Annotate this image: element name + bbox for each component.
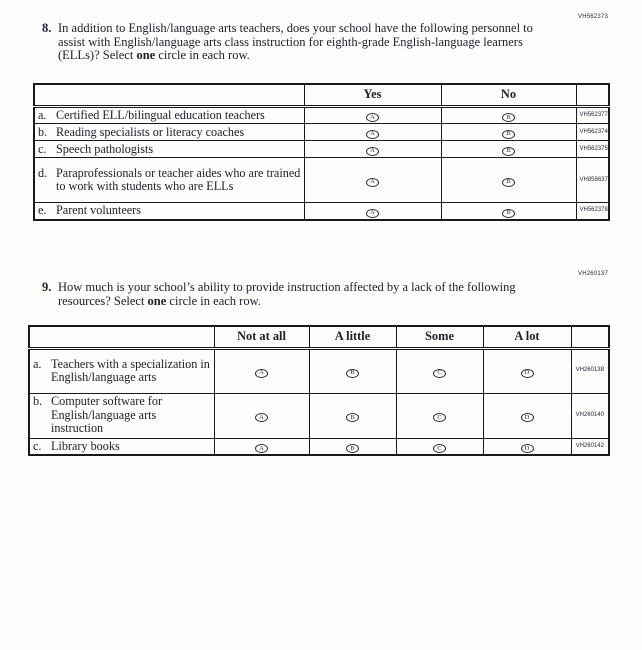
circle-yes[interactable]	[366, 178, 379, 187]
question9-number: 9.	[42, 280, 52, 294]
q9-header-a-little: A little	[309, 326, 396, 348]
q9-header-not-at-all: Not at all	[214, 326, 309, 348]
circle-letter: B	[506, 113, 511, 121]
row-letter: b.	[33, 394, 43, 409]
question8-text-bold: one	[136, 48, 156, 62]
table-row	[34, 141, 609, 158]
code-cell: VH562374	[576, 124, 609, 141]
table-row	[29, 348, 609, 393]
circle-some[interactable]	[433, 413, 446, 422]
question8-code: VH562373	[578, 14, 608, 20]
circle-letter: A	[370, 147, 375, 155]
code-cell: VH562377	[576, 106, 609, 124]
row-letter: c.	[38, 141, 47, 156]
table-row	[34, 158, 609, 203]
answer-cell	[304, 203, 441, 220]
row-label	[34, 158, 304, 203]
answer-cell	[483, 438, 571, 455]
code-cell: VH858637	[576, 158, 609, 203]
circle-letter: D	[524, 444, 530, 452]
answer-cell	[309, 393, 396, 438]
circle-letter: B	[506, 147, 511, 155]
circle-letter: A	[370, 130, 375, 138]
row-letter: c.	[33, 438, 42, 453]
question9-text-end: circle in each row.	[166, 293, 261, 308]
row-text: Library books	[51, 438, 120, 453]
row-label	[34, 124, 304, 141]
question8	[42, 22, 544, 63]
row-letter: a.	[38, 107, 47, 122]
circle-yes[interactable]	[366, 147, 379, 156]
answer-cell	[214, 438, 309, 455]
question9-text-bold: one	[147, 293, 167, 308]
answer-cell	[396, 348, 483, 393]
q8-header-no: No	[441, 84, 576, 106]
circle-no[interactable]	[502, 209, 515, 218]
answer-cell	[304, 141, 441, 158]
circle-letter: B	[350, 444, 355, 452]
answer-cell	[214, 348, 309, 393]
q8-header-blank	[34, 84, 304, 106]
circle-letter: A	[259, 444, 264, 452]
row-label	[34, 141, 304, 158]
code-cell: VH260142	[571, 438, 609, 455]
circle-some[interactable]	[433, 444, 446, 453]
circle-letter: D	[524, 413, 530, 421]
circle-some[interactable]	[433, 369, 446, 378]
row-text: Computer software for English/language arts instruction	[51, 394, 163, 436]
circle-not-at-all[interactable]	[255, 413, 268, 422]
question9-text-start: How much is your school’s ability to provide instruction affected by a lack of the following resources? Select	[58, 280, 516, 308]
row-letter: d.	[38, 165, 48, 180]
row-label	[34, 203, 304, 220]
circle-letter: C	[437, 444, 442, 452]
circle-letter: C	[437, 369, 442, 377]
code-cell: VH260140	[571, 393, 609, 438]
circle-letter: A	[370, 113, 375, 121]
question8-text-start: In addition to English/language arts teachers, does your school have the following personnel to assist with English/language arts class instruction for eighth-grade English-language learners (ELLs)? Select	[58, 21, 533, 62]
q8-header-yes: Yes	[304, 84, 441, 106]
circle-a-little[interactable]	[346, 413, 359, 422]
circle-yes[interactable]	[366, 130, 379, 139]
circle-yes[interactable]	[366, 209, 379, 218]
question9-code: VH260137	[578, 271, 608, 277]
code-cell: VH562378	[576, 203, 609, 220]
circle-letter: B	[350, 369, 355, 377]
circle-letter: D	[524, 369, 530, 377]
circle-yes[interactable]	[366, 113, 379, 122]
circle-a-lot[interactable]	[521, 444, 534, 453]
circle-a-lot[interactable]	[521, 413, 534, 422]
code-cell: VH260138	[571, 348, 609, 393]
row-label	[29, 438, 214, 455]
question9-text	[58, 281, 554, 308]
answer-cell	[396, 438, 483, 455]
circle-a-little[interactable]	[346, 369, 359, 378]
q9-header-a-lot: A lot	[483, 326, 571, 348]
question8-text	[58, 22, 544, 63]
answer-cell	[483, 393, 571, 438]
answer-cell	[304, 158, 441, 203]
row-letter: b.	[38, 124, 48, 139]
question9	[42, 281, 554, 308]
q9-header-row	[29, 326, 609, 348]
row-letter: a.	[33, 356, 42, 371]
q9-header-code-blank	[571, 326, 609, 348]
row-text: Parent volunteers	[56, 203, 141, 218]
answer-cell	[441, 106, 576, 124]
circle-no[interactable]	[502, 113, 515, 122]
question8-number: 8.	[42, 21, 52, 35]
circle-letter: B	[506, 209, 511, 217]
circle-a-lot[interactable]	[521, 369, 534, 378]
circle-no[interactable]	[502, 178, 515, 187]
q9-table	[28, 325, 610, 456]
code-cell: VH562375	[576, 141, 609, 158]
answer-cell	[309, 348, 396, 393]
answer-cell	[483, 348, 571, 393]
table-row	[34, 106, 609, 124]
row-text: Certified ELL/bilingual education teachers	[56, 107, 265, 122]
answer-cell	[304, 106, 441, 124]
row-text: Paraprofessionals or teacher aides who are trained to work with students who are ELLs	[56, 165, 301, 194]
circle-letter: A	[370, 178, 375, 186]
answer-cell	[441, 141, 576, 158]
answer-cell	[441, 124, 576, 141]
row-label	[34, 106, 304, 124]
answer-cell	[441, 203, 576, 220]
row-text: Reading specialists or literacy coaches	[56, 124, 245, 139]
row-text: Teachers with a specialization in English/language arts	[51, 356, 210, 384]
answer-cell	[309, 438, 396, 455]
circle-a-little[interactable]	[346, 444, 359, 453]
answer-cell	[214, 393, 309, 438]
table-row	[29, 393, 609, 438]
row-text: Speech pathologists	[56, 141, 154, 156]
table-row	[34, 203, 609, 220]
circle-letter: B	[506, 178, 511, 186]
row-label	[29, 393, 214, 438]
circle-letter: B	[350, 413, 355, 421]
table-row	[34, 124, 609, 141]
answer-cell	[304, 124, 441, 141]
q8-table	[33, 83, 610, 221]
circle-letter: C	[437, 413, 442, 421]
row-label	[29, 348, 214, 393]
circle-no[interactable]	[502, 147, 515, 156]
circle-no[interactable]	[502, 130, 515, 139]
q9-header-some: Some	[396, 326, 483, 348]
circle-letter: A	[370, 209, 375, 217]
circle-letter: A	[259, 413, 264, 421]
table-row	[29, 438, 609, 455]
question8-text-end: circle in each row.	[155, 48, 250, 62]
row-letter: e.	[38, 203, 47, 218]
answer-cell	[441, 158, 576, 203]
q9-header-blank	[29, 326, 214, 348]
answer-cell	[396, 393, 483, 438]
circle-letter: B	[506, 130, 511, 138]
circle-letter: A	[259, 369, 264, 377]
q8-header-code-blank	[576, 84, 609, 106]
circle-not-at-all[interactable]	[255, 369, 268, 378]
circle-not-at-all[interactable]	[255, 444, 268, 453]
q8-header-row	[34, 84, 609, 106]
